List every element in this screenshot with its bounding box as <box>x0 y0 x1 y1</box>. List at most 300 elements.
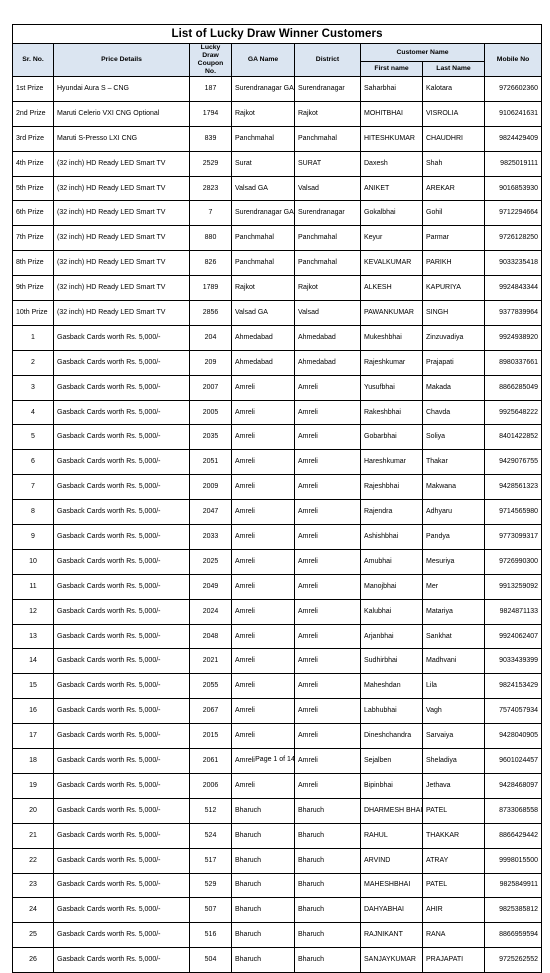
last-name-cell: PRAJAPATI <box>423 948 485 973</box>
table-row <box>13 201 542 226</box>
coupon-no-cell: 2024 <box>190 599 232 624</box>
coupon-no-cell: 7 <box>190 201 232 226</box>
coupon-no-cell: 516 <box>190 923 232 948</box>
mobile-no-cell: 9601024457 <box>485 749 542 774</box>
first-name-cell: Gokalbhai <box>361 201 423 226</box>
district-cell: Amreli <box>295 749 361 774</box>
coupon-no-cell: 504 <box>190 948 232 973</box>
sr-no-cell: 4 <box>13 400 54 425</box>
district-cell: Surendranagar <box>295 201 361 226</box>
last-name-cell: Sankhat <box>423 624 485 649</box>
district-cell: Rajkot <box>295 276 361 301</box>
district-cell: Bharuch <box>295 948 361 973</box>
first-name-cell: Bipinbhai <box>361 773 423 798</box>
table-row <box>13 301 542 326</box>
last-name-cell: Kalotara <box>423 77 485 102</box>
header-district: District <box>295 44 361 77</box>
table-row <box>13 400 542 425</box>
sr-no-cell: 13 <box>13 624 54 649</box>
mobile-no-cell: 9429076755 <box>485 450 542 475</box>
mobile-no-cell: 9924938920 <box>485 325 542 350</box>
first-name-cell: Amubhai <box>361 549 423 574</box>
sr-no-cell: 20 <box>13 798 54 823</box>
sr-no-cell: 5th Prize <box>13 176 54 201</box>
winner-list-page <box>12 24 541 973</box>
district-cell: Amreli <box>295 450 361 475</box>
ga-name-cell: Rajkot <box>232 101 295 126</box>
mobile-no-cell: 9924843344 <box>485 276 542 301</box>
price-details-cell: Gasback Cards worth Rs. 5,000/- <box>54 624 190 649</box>
district-cell: Bharuch <box>295 898 361 923</box>
mobile-no-cell: 9725262552 <box>485 948 542 973</box>
mobile-no-cell: 9825019111 <box>485 151 542 176</box>
sr-no-cell: 10 <box>13 549 54 574</box>
sr-no-cell: 6 <box>13 450 54 475</box>
last-name-cell: Gohil <box>423 201 485 226</box>
mobile-no-cell: 9428468097 <box>485 773 542 798</box>
mobile-no-cell: 7574057934 <box>485 699 542 724</box>
ga-name-cell: Bharuch <box>232 848 295 873</box>
price-details-cell: Gasback Cards worth Rs. 5,000/- <box>54 699 190 724</box>
district-cell: Amreli <box>295 574 361 599</box>
header-first-name: First name <box>361 62 423 77</box>
sr-no-cell: 25 <box>13 923 54 948</box>
last-name-cell: CHAUDHRI <box>423 126 485 151</box>
ga-name-cell: Panchmahal <box>232 126 295 151</box>
last-name-cell: Makada <box>423 375 485 400</box>
sr-no-cell: 1st Prize <box>13 77 54 102</box>
first-name-cell: Sudhirbhai <box>361 649 423 674</box>
price-details-cell: Gasback Cards worth Rs. 5,000/- <box>54 948 190 973</box>
coupon-no-cell: 2009 <box>190 475 232 500</box>
sr-no-cell: 8th Prize <box>13 251 54 276</box>
table-row <box>13 151 542 176</box>
mobile-no-cell: 9824153429 <box>485 674 542 699</box>
table-row <box>13 873 542 898</box>
mobile-no-cell: 9726990300 <box>485 549 542 574</box>
table-row <box>13 525 542 550</box>
first-name-cell: Kalubhai <box>361 599 423 624</box>
price-details-cell: Gasback Cards worth Rs. 5,000/- <box>54 649 190 674</box>
district-cell: Bharuch <box>295 798 361 823</box>
first-name-cell: DHARMESH BHAI <box>361 798 423 823</box>
ga-name-cell: Amreli <box>232 450 295 475</box>
mobile-no-cell: 8866285049 <box>485 375 542 400</box>
mobile-no-cell: 9824871133 <box>485 599 542 624</box>
coupon-no-cell: 2005 <box>190 400 232 425</box>
coupon-no-cell: 880 <box>190 226 232 251</box>
header-price-details: Price Details <box>54 44 190 77</box>
mobile-no-cell: 9925648222 <box>485 400 542 425</box>
first-name-cell: KEVALKUMAR <box>361 251 423 276</box>
sr-no-cell: 7 <box>13 475 54 500</box>
last-name-cell: ATRAY <box>423 848 485 873</box>
ga-name-cell: Ahmedabad <box>232 325 295 350</box>
mobile-no-cell: 8401422852 <box>485 425 542 450</box>
mobile-no-cell: 9825385812 <box>485 898 542 923</box>
sr-no-cell: 19 <box>13 773 54 798</box>
coupon-no-cell: 507 <box>190 898 232 923</box>
ga-name-cell: Amreli <box>232 549 295 574</box>
ga-name-cell: Amreli <box>232 500 295 525</box>
coupon-no-cell: 2035 <box>190 425 232 450</box>
mobile-no-cell: 9726602360 <box>485 77 542 102</box>
coupon-no-cell: 839 <box>190 126 232 151</box>
table-row <box>13 599 542 624</box>
last-name-cell: Adhyaru <box>423 500 485 525</box>
table-row <box>13 500 542 525</box>
mobile-no-cell: 9998015500 <box>485 848 542 873</box>
first-name-cell: Maheshdan <box>361 674 423 699</box>
last-name-cell: Parmar <box>423 226 485 251</box>
last-name-cell: Prajapati <box>423 350 485 375</box>
price-details-cell: (32 inch) HD Ready LED Smart TV <box>54 226 190 251</box>
first-name-cell: Yusufbhai <box>361 375 423 400</box>
first-name-cell: Daxesh <box>361 151 423 176</box>
coupon-no-cell: 2025 <box>190 549 232 574</box>
last-name-cell: PARIKH <box>423 251 485 276</box>
ga-name-cell: Amreli <box>232 599 295 624</box>
price-details-cell: Gasback Cards worth Rs. 5,000/- <box>54 450 190 475</box>
district-cell: Amreli <box>295 375 361 400</box>
district-cell: SURAT <box>295 151 361 176</box>
price-details-cell: Gasback Cards worth Rs. 5,000/- <box>54 749 190 774</box>
district-cell: Amreli <box>295 500 361 525</box>
sr-no-cell: 4th Prize <box>13 151 54 176</box>
coupon-no-cell: 2055 <box>190 674 232 699</box>
table-row <box>13 375 542 400</box>
last-name-cell: Mer <box>423 574 485 599</box>
district-cell: Ahmedabad <box>295 325 361 350</box>
first-name-cell: Mukeshbhai <box>361 325 423 350</box>
first-name-cell: Saharbhai <box>361 77 423 102</box>
last-name-cell: PATEL <box>423 873 485 898</box>
coupon-no-cell: 209 <box>190 350 232 375</box>
table-row <box>13 649 542 674</box>
table-row <box>13 724 542 749</box>
ga-name-cell: Amreli <box>232 773 295 798</box>
table-row <box>13 425 542 450</box>
first-name-cell: RAJNIKANT <box>361 923 423 948</box>
first-name-cell: Hareshkumar <box>361 450 423 475</box>
mobile-no-cell: 8866959594 <box>485 923 542 948</box>
district-cell: Amreli <box>295 649 361 674</box>
coupon-no-cell: 2048 <box>190 624 232 649</box>
header-last-name: Last Name <box>423 62 485 77</box>
mobile-no-cell: 8980337661 <box>485 350 542 375</box>
sr-no-cell: 2 <box>13 350 54 375</box>
coupon-no-cell: 2529 <box>190 151 232 176</box>
district-cell: Amreli <box>295 599 361 624</box>
price-details-cell: Gasback Cards worth Rs. 5,000/- <box>54 500 190 525</box>
coupon-no-cell: 2015 <box>190 724 232 749</box>
mobile-no-cell: 9016853930 <box>485 176 542 201</box>
price-details-cell: (32 inch) HD Ready LED Smart TV <box>54 301 190 326</box>
ga-name-cell: Amreli <box>232 724 295 749</box>
ga-name-cell: Surat <box>232 151 295 176</box>
ga-name-cell: Amreli <box>232 749 295 774</box>
coupon-no-cell: 2823 <box>190 176 232 201</box>
ga-name-cell: Bharuch <box>232 823 295 848</box>
price-details-cell: Gasback Cards worth Rs. 5,000/- <box>54 798 190 823</box>
district-cell: Amreli <box>295 773 361 798</box>
table-row <box>13 549 542 574</box>
first-name-cell: Rajendra <box>361 500 423 525</box>
price-details-cell: (32 inch) HD Ready LED Smart TV <box>54 276 190 301</box>
price-details-cell: Gasback Cards worth Rs. 5,000/- <box>54 848 190 873</box>
table-row <box>13 350 542 375</box>
district-cell: Panchmahal <box>295 251 361 276</box>
table-row <box>13 126 542 151</box>
coupon-no-cell: 826 <box>190 251 232 276</box>
first-name-cell: SANJAYKUMAR <box>361 948 423 973</box>
ga-name-cell: Bharuch <box>232 898 295 923</box>
table-row <box>13 898 542 923</box>
mobile-no-cell: 9714565980 <box>485 500 542 525</box>
district-cell: Amreli <box>295 400 361 425</box>
last-name-cell: Sheladiya <box>423 749 485 774</box>
price-details-cell: Gasback Cards worth Rs. 5,000/- <box>54 350 190 375</box>
district-cell: Bharuch <box>295 923 361 948</box>
mobile-no-cell: 9377839964 <box>485 301 542 326</box>
sr-no-cell: 18 <box>13 749 54 774</box>
sr-no-cell: 3 <box>13 375 54 400</box>
sr-no-cell: 17 <box>13 724 54 749</box>
last-name-cell: Lila <box>423 674 485 699</box>
table-title: List of Lucky Draw Winner Customers <box>13 25 542 44</box>
coupon-no-cell: 517 <box>190 848 232 873</box>
coupon-no-cell: 512 <box>190 798 232 823</box>
first-name-cell: MOHITBHAI <box>361 101 423 126</box>
mobile-no-cell: 9712294664 <box>485 201 542 226</box>
mobile-no-cell: 9033235418 <box>485 251 542 276</box>
district-cell: Valsad <box>295 301 361 326</box>
header-coupon-no: Lucky Draw Coupon No. <box>190 44 232 77</box>
coupon-no-cell: 2051 <box>190 450 232 475</box>
ga-name-cell: Amreli <box>232 649 295 674</box>
sr-no-cell: 1 <box>13 325 54 350</box>
last-name-cell: Shah <box>423 151 485 176</box>
price-details-cell: Gasback Cards worth Rs. 5,000/- <box>54 898 190 923</box>
first-name-cell: Manojbhai <box>361 574 423 599</box>
last-name-cell: Mesuriya <box>423 549 485 574</box>
district-cell: Valsad <box>295 176 361 201</box>
mobile-no-cell: 9106241631 <box>485 101 542 126</box>
price-details-cell: Gasback Cards worth Rs. 5,000/- <box>54 923 190 948</box>
price-details-cell: Maruti S-Presso LXI CNG <box>54 126 190 151</box>
last-name-cell: Chavda <box>423 400 485 425</box>
sr-no-cell: 3rd Prize <box>13 126 54 151</box>
mobile-no-cell: 9033439399 <box>485 649 542 674</box>
last-name-cell: AREKAR <box>423 176 485 201</box>
table-row <box>13 176 542 201</box>
sr-no-cell: 26 <box>13 948 54 973</box>
table-row <box>13 475 542 500</box>
first-name-cell: Rakeshbhai <box>361 400 423 425</box>
price-details-cell: (32 inch) HD Ready LED Smart TV <box>54 201 190 226</box>
last-name-cell: Thakar <box>423 450 485 475</box>
table-row <box>13 226 542 251</box>
last-name-cell: AHIR <box>423 898 485 923</box>
sr-no-cell: 10th Prize <box>13 301 54 326</box>
table-row <box>13 325 542 350</box>
district-cell: Amreli <box>295 624 361 649</box>
ga-name-cell: Surendranagar GA <box>232 201 295 226</box>
mobile-no-cell: 8866429442 <box>485 823 542 848</box>
last-name-cell: Madhvani <box>423 649 485 674</box>
table-row <box>13 798 542 823</box>
first-name-cell: ALKESH <box>361 276 423 301</box>
price-details-cell: Gasback Cards worth Rs. 5,000/- <box>54 674 190 699</box>
last-name-cell: PATEL <box>423 798 485 823</box>
district-cell: Amreli <box>295 425 361 450</box>
last-name-cell: SINGH <box>423 301 485 326</box>
header-ga-name: GA Name <box>232 44 295 77</box>
ga-name-cell: Amreli <box>232 624 295 649</box>
last-name-cell: Pandya <box>423 525 485 550</box>
coupon-no-cell: 204 <box>190 325 232 350</box>
table-body <box>13 77 542 973</box>
first-name-cell: Sejalben <box>361 749 423 774</box>
first-name-cell: PAWANKUMAR <box>361 301 423 326</box>
mobile-no-cell: 9825849911 <box>485 873 542 898</box>
sr-no-cell: 6th Prize <box>13 201 54 226</box>
winners-table <box>12 24 542 973</box>
coupon-no-cell: 529 <box>190 873 232 898</box>
mobile-no-cell: 9824429409 <box>485 126 542 151</box>
coupon-no-cell: 524 <box>190 823 232 848</box>
table-row <box>13 699 542 724</box>
coupon-no-cell: 2856 <box>190 301 232 326</box>
district-cell: Amreli <box>295 525 361 550</box>
coupon-no-cell: 2033 <box>190 525 232 550</box>
ga-name-cell: Bharuch <box>232 923 295 948</box>
sr-no-cell: 22 <box>13 848 54 873</box>
price-details-cell: (32 inch) HD Ready LED Smart TV <box>54 176 190 201</box>
ga-name-cell: Bharuch <box>232 873 295 898</box>
ga-name-cell: Panchmahal <box>232 251 295 276</box>
price-details-cell: Gasback Cards worth Rs. 5,000/- <box>54 549 190 574</box>
price-details-cell: Gasback Cards worth Rs. 5,000/- <box>54 773 190 798</box>
coupon-no-cell: 2006 <box>190 773 232 798</box>
sr-no-cell: 23 <box>13 873 54 898</box>
coupon-no-cell: 1794 <box>190 101 232 126</box>
coupon-no-cell: 187 <box>190 77 232 102</box>
mobile-no-cell: 9924062407 <box>485 624 542 649</box>
price-details-cell: Gasback Cards worth Rs. 5,000/- <box>54 325 190 350</box>
price-details-cell: Hyundai Aura S – CNG <box>54 77 190 102</box>
ga-name-cell: Amreli <box>232 574 295 599</box>
price-details-cell: Gasback Cards worth Rs. 5,000/- <box>54 400 190 425</box>
price-details-cell: Gasback Cards worth Rs. 5,000/- <box>54 525 190 550</box>
price-details-cell: Maruti Celerio VXI CNG Optional <box>54 101 190 126</box>
mobile-no-cell: 9773099317 <box>485 525 542 550</box>
district-cell: Panchmahal <box>295 126 361 151</box>
ga-name-cell: Bharuch <box>232 798 295 823</box>
first-name-cell: RAHUL <box>361 823 423 848</box>
last-name-cell: Soliya <box>423 425 485 450</box>
first-name-cell: Keyur <box>361 226 423 251</box>
sr-no-cell: 9 <box>13 525 54 550</box>
district-cell: Panchmahal <box>295 226 361 251</box>
first-name-cell: Gobarbhai <box>361 425 423 450</box>
first-name-cell: Labhubhai <box>361 699 423 724</box>
mobile-no-cell: 9428040905 <box>485 724 542 749</box>
sr-no-cell: 7th Prize <box>13 226 54 251</box>
first-name-cell: Ashishbhai <box>361 525 423 550</box>
price-details-cell: Gasback Cards worth Rs. 5,000/- <box>54 475 190 500</box>
district-cell: Bharuch <box>295 873 361 898</box>
ga-name-cell: Amreli <box>232 525 295 550</box>
table-row <box>13 574 542 599</box>
header-customer-name: Customer Name <box>361 44 485 62</box>
first-name-cell: ARVIND <box>361 848 423 873</box>
price-details-cell: Gasback Cards worth Rs. 5,000/- <box>54 823 190 848</box>
header-sr-no: Sr. No. <box>13 44 54 77</box>
page-footer: Page 1 of 14 <box>255 756 295 763</box>
ga-name-cell: Amreli <box>232 674 295 699</box>
first-name-cell: MAHESHBHAI <box>361 873 423 898</box>
sr-no-cell: 16 <box>13 699 54 724</box>
ga-name-cell: Rajkot <box>232 276 295 301</box>
coupon-no-cell: 2067 <box>190 699 232 724</box>
ga-name-cell: Ahmedabad <box>232 350 295 375</box>
price-details-cell: Gasback Cards worth Rs. 5,000/- <box>54 599 190 624</box>
price-details-cell: Gasback Cards worth Rs. 5,000/- <box>54 724 190 749</box>
ga-name-cell: Amreli <box>232 699 295 724</box>
price-details-cell: (32 inch) HD Ready LED Smart TV <box>54 251 190 276</box>
last-name-cell: Zinzuvadiya <box>423 325 485 350</box>
sr-no-cell: 2nd Prize <box>13 101 54 126</box>
coupon-no-cell: 2021 <box>190 649 232 674</box>
first-name-cell: DAHYABHAI <box>361 898 423 923</box>
ga-name-cell: Panchmahal <box>232 226 295 251</box>
sr-no-cell: 12 <box>13 599 54 624</box>
mobile-no-cell: 9428561323 <box>485 475 542 500</box>
first-name-cell: ANIKET <box>361 176 423 201</box>
first-name-cell: Rajeshkumar <box>361 350 423 375</box>
table-row <box>13 674 542 699</box>
ga-name-cell: Valsad GA <box>232 301 295 326</box>
price-details-cell: Gasback Cards worth Rs. 5,000/- <box>54 873 190 898</box>
price-details-cell: Gasback Cards worth Rs. 5,000/- <box>54 375 190 400</box>
sr-no-cell: 21 <box>13 823 54 848</box>
table-row <box>13 251 542 276</box>
first-name-cell: Arjanbhai <box>361 624 423 649</box>
sr-no-cell: 8 <box>13 500 54 525</box>
first-name-cell: Rajeshbhai <box>361 475 423 500</box>
district-cell: Bharuch <box>295 848 361 873</box>
sr-no-cell: 11 <box>13 574 54 599</box>
last-name-cell: KAPURIYA <box>423 276 485 301</box>
ga-name-cell: Amreli <box>232 425 295 450</box>
ga-name-cell: Surendranagar GA <box>232 77 295 102</box>
last-name-cell: Matariya <box>423 599 485 624</box>
mobile-no-cell: 9913259092 <box>485 574 542 599</box>
sr-no-cell: 14 <box>13 649 54 674</box>
ga-name-cell: Amreli <box>232 475 295 500</box>
last-name-cell: Vagh <box>423 699 485 724</box>
district-cell: Rajkot <box>295 101 361 126</box>
sr-no-cell: 15 <box>13 674 54 699</box>
last-name-cell: Jethava <box>423 773 485 798</box>
coupon-no-cell: 1789 <box>190 276 232 301</box>
ga-name-cell: Amreli <box>232 400 295 425</box>
district-cell: Amreli <box>295 475 361 500</box>
district-cell: Bharuch <box>295 823 361 848</box>
price-details-cell: Gasback Cards worth Rs. 5,000/- <box>54 574 190 599</box>
table-row <box>13 948 542 973</box>
